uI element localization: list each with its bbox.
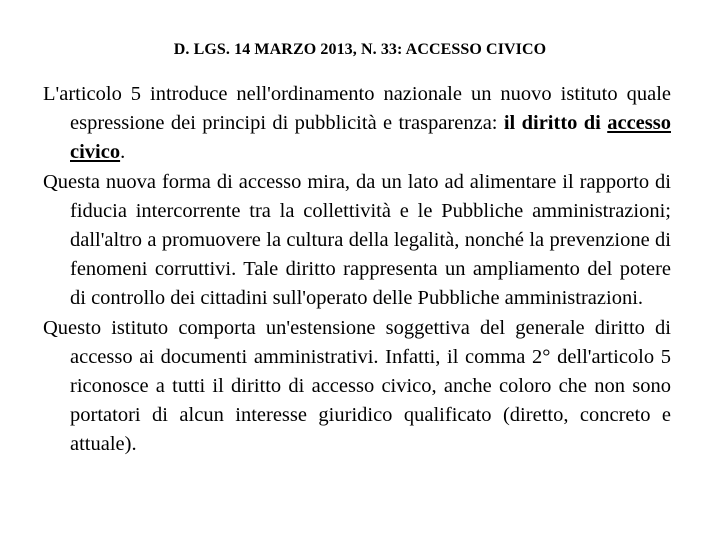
paragraph-1-end: . — [120, 141, 126, 164]
paragraph-2: Questa nuova forma di accesso mira, da un lato ad alimentare il rapporto di fiducia intercorrente tra la collettività e le Pubbliche amministrazioni; dall'altro a promuovere la cultura della legalità, nonché la prevenzione di fenomeni corruttivi. Tale diritto rappresenta un ampliamento del potere di controllo dei cittadini sull'operato delle Pubbliche amministrazioni. — [43, 170, 671, 310]
paragraph-1-text: L'articolo 5 introduce nell'ordinamento nazionale un nuovo istituto quale espressione dei principi di pubblicità e trasparenza: — [43, 83, 671, 135]
slide-body — [43, 80, 671, 460]
accesso-civico-emphasis: accesso civico — [70, 112, 671, 164]
paragraph-1-bold-text: il diritto di — [503, 112, 608, 135]
paragraph-3: Questo istituto comporta un'estensione soggettiva del generale diritto di accesso ai documenti amministrativi. Infatti, il comma 2° dell'articolo 5 riconosce a tutti il diritto di accesso civico, anche coloro che non sono portatori di alcun interesse giuridico qualificato (diretto, concreto e attuale). — [43, 316, 671, 456]
paragraph-1 — [43, 80, 671, 168]
slide-title: D. LGS. 14 MARZO 2013, N. 33: ACCESSO CIVICO — [173, 41, 547, 58]
